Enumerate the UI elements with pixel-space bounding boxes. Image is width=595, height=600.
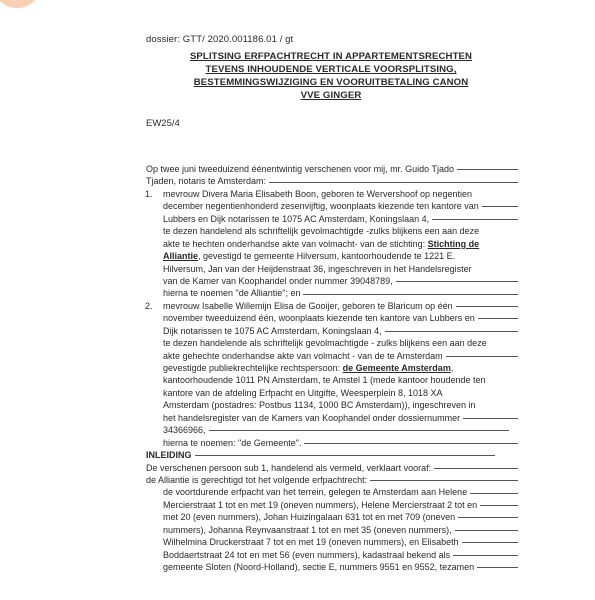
party-2-line: 34366966, [146,424,518,436]
stamp-mark [0,0,40,8]
party-1-line: Alliantie, gevestigd te gemeente Hilversum, kantoorhoudende te 1221 E. [163,251,456,262]
section-indented-line: met 20 (even nummers), Johan Huizingalaan 631 tot en met 709 (oneven [146,511,518,523]
intro-line: Op twee juni tweeduizend éénentwintig verschenen voor mij, mr. Guido Tjado [146,163,518,175]
section-indented-line: de voortdurende erfpacht van het terrein, gelegen te Amsterdam aan Helene [146,486,518,498]
party-1-line: te dezen handelend als schriftelijk gevolmachtigde -zulks blijkens een aan deze [163,226,480,237]
section-heading: INLEIDING [146,449,518,461]
party-1-line: akte te hechten onderhandse akte van volmacht- van de stichting: Stichting de [163,238,480,249]
dossier-reference: dossier: GTT/ 2020.001186.01 / gt [146,34,294,45]
section-indented-line: Mercierstraat 1 tot en met 19 (oneven nummers), Helene Mercierstraat 2 tot en [146,499,518,511]
document-code: EW25/4 [146,118,180,129]
party-1-line: hierna te noemen "de Alliantie"; en [146,287,518,299]
party-1-org-name-2: Alliantie [163,251,199,262]
title-line-4: VVE GINGER [300,90,362,101]
title-line-1: SPLITSING ERFPACHTRECHT IN APPARTEMENTSRECHTEN [189,51,473,62]
party-2-line: te dezen handelende als schriftelijk gevolmachtigde - zulks blijkens een aan deze [163,338,487,349]
party-2-org-name: de Gemeente Amsterdam [342,363,451,373]
party-1-line: van de Kamer van Koophandel onder nummer 39048789, [146,275,518,287]
party-1-line: december negentienhonderd zesenvijftig, woonplaats kiezende ten kantore van [146,200,518,212]
section-indented-line: gemeente Sloten (Noord-Holland), sectie E, nummers 9551 en 9552, tezamen [146,561,518,573]
title-line-3: BESTEMMINGSWIJZIGING EN VOORUITBETALING CANON [193,77,469,88]
party-1-number: 1. [145,188,153,199]
section-indented-line: nummers), Johanna Reynvaanstraat 1 tot en met 35 (oneven nummers), [146,524,518,536]
party-2-line: Dijk notarissen te 1075 AC Amsterdam, Koningslaan 4, [146,325,518,337]
party-2 [146,300,518,449]
section-indented-line: Boddaertstraat 24 tot en met 56 (even nummers), kadastraal bekend als [146,549,518,561]
party-1-org-name: Stichting de [427,238,480,249]
party-1-line: Lubbers en Dijk notarissen te 1075 AC Amsterdam, Koningslaan 4, [146,213,518,225]
section-line: De verschenen persoon sub 1, handelend als vermeld, verklaart vooraf: [146,462,518,474]
party-2-line: kantore van de afdeling Erfpacht en Uitgifte, Weesperplein 8, 1018 XA [163,387,443,398]
party-2-line: kantoorhoudende 1011 PN Amsterdam, te Amstel 1 (mede kantoor houdende ten [163,375,486,386]
party-1-line: mevrouw Divera Maria Elisabeth Boon, geboren te Wervershoof op negentien [163,188,473,199]
party-2-line: hierna te noemen: "de Gemeente". [146,437,518,449]
party-2-line: het handelsregister van de Kamers van Koophandel onder dossiernummer [146,412,518,424]
party-2-line: gevestigde publiekrechtelijke rechtspersoon: de Gemeente Amsterdam, [163,363,454,373]
party-1-line: Hilversum, Jan van der Heijdenstraat 36, ingeschreven in het Handelsregister [163,263,472,274]
party-2-line: Amsterdam (postadres: Postbus 1134, 1000 BC Amsterdam)), ingeschreven in [163,400,476,411]
party-2-number: 2. [145,300,153,311]
party-2-line: mevrouw Isabelle Willemijn Elisa de Gooijer, geboren te Blaricum op één [146,300,518,312]
intro-line: Tjaden, notaris te Amsterdam: [146,175,518,187]
party-2-line: november tweeduizend één, woonplaats kiezende ten kantore van Lubbers en [146,312,518,324]
deed-body [146,163,518,573]
title-line-2: TEVENS INHOUDENDE VERTICALE VOORSPLITSING, [205,64,457,75]
party-1 [146,188,518,300]
section-indented-line: Wilhelmina Druckerstraat 7 tot en met 19 (oneven nummers), en Elisabeth [146,536,518,548]
document-title [146,50,516,102]
section-line: de Alliantie is gerechtigd tot het volgende erfpachtrecht: [146,474,518,486]
party-2-line: akte gehechte onderhandse akte van volmacht - van de te Amsterdam [146,350,518,362]
